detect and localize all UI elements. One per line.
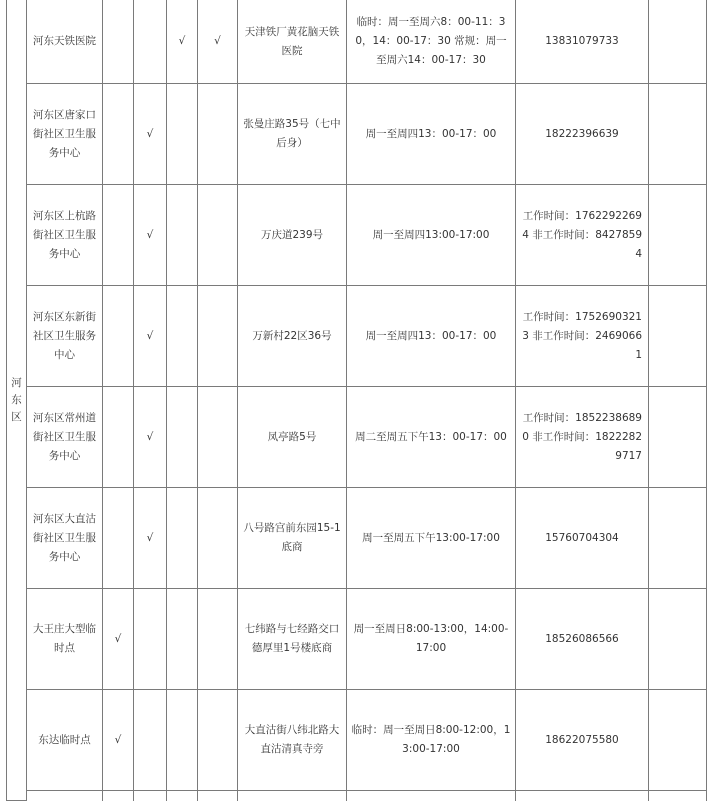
empty-cell <box>649 84 707 185</box>
site-phone: 15760704304 <box>516 488 649 589</box>
empty-cell <box>347 791 516 801</box>
site-address: 张曼庄路35号（七中后身） <box>238 84 347 185</box>
site-address: 万庆道239号 <box>238 185 347 286</box>
site-phone: 18622075580 <box>516 690 649 791</box>
check-cell-a: √ <box>103 690 134 791</box>
check-cell-a <box>103 286 134 387</box>
check-cell-c <box>167 690 198 791</box>
check-cell-b: √ <box>134 84 167 185</box>
site-phone: 工作时间：17622922694 非工作时间：84278594 <box>516 185 649 286</box>
check-cell-a <box>103 387 134 488</box>
check-cell-c <box>167 286 198 387</box>
site-hours: 周一至周四13:00-17:00 <box>347 185 516 286</box>
check-cell-d <box>198 84 238 185</box>
check-cell-b: √ <box>134 286 167 387</box>
table-row <box>7 84 707 185</box>
site-hours: 周二至周五下午13：00-17：00 <box>347 387 516 488</box>
site-hours: 周一至周五下午13:00-17:00 <box>347 488 516 589</box>
empty-cell <box>238 791 347 801</box>
check-cell-d <box>198 690 238 791</box>
site-phone: 13831079733 <box>516 0 649 84</box>
empty-cell <box>198 791 238 801</box>
check-cell-c <box>167 84 198 185</box>
table-row <box>7 286 707 387</box>
empty-cell <box>649 791 707 801</box>
table-row <box>7 488 707 589</box>
empty-cell <box>27 791 103 801</box>
site-address: 凤亭路5号 <box>238 387 347 488</box>
check-cell-b <box>134 690 167 791</box>
check-cell-a <box>103 185 134 286</box>
table-row <box>7 0 707 84</box>
site-name: 东达临时点 <box>27 690 103 791</box>
empty-cell <box>649 286 707 387</box>
check-cell-b <box>134 589 167 690</box>
table-row <box>7 690 707 791</box>
site-address: 七纬路与七经路交口德厚里1号楼底商 <box>238 589 347 690</box>
site-phone: 18222396639 <box>516 84 649 185</box>
check-cell-c <box>167 185 198 286</box>
site-name: 河东区大直沽街社区卫生服务中心 <box>27 488 103 589</box>
site-hours: 周一至周日8:00-13:00，14:00-17:00 <box>347 589 516 690</box>
check-cell-c <box>167 488 198 589</box>
check-cell-b: √ <box>134 185 167 286</box>
district-label: 河东区 <box>11 376 22 423</box>
empty-cell <box>103 791 134 801</box>
check-cell-c: √ <box>167 0 198 84</box>
check-cell-b: √ <box>134 387 167 488</box>
check-cell-d <box>198 387 238 488</box>
site-phone: 18526086566 <box>516 589 649 690</box>
site-phone: 工作时间：18522386890 非工作时间：18222829717 <box>516 387 649 488</box>
site-name: 河东区唐家口街社区卫生服务中心 <box>27 84 103 185</box>
table-row <box>7 387 707 488</box>
check-cell-d <box>198 286 238 387</box>
check-cell-b: √ <box>134 488 167 589</box>
testing-sites-table <box>6 0 707 801</box>
check-cell-a: √ <box>103 589 134 690</box>
check-cell-c <box>167 589 198 690</box>
empty-cell <box>649 589 707 690</box>
site-hours: 临时：周一至周日8:00-12:00，13:00-17:00 <box>347 690 516 791</box>
district-cell <box>7 0 27 801</box>
site-phone: 工作时间：17526903213 非工作时间：24690661 <box>516 286 649 387</box>
table-row <box>7 185 707 286</box>
site-address: 天津铁厂黄花脑天铁医院 <box>238 0 347 84</box>
site-address: 八号路宫前东园15-1底商 <box>238 488 347 589</box>
table-row-partial <box>7 791 707 801</box>
site-name: 河东区上杭路街社区卫生服务中心 <box>27 185 103 286</box>
empty-cell <box>649 185 707 286</box>
site-name: 河东区东新街社区卫生服务中心 <box>27 286 103 387</box>
site-hours: 临时：周一至周六8：00-11：30，14：00-17：30 常规：周一至周六14：00-17：30 <box>347 0 516 84</box>
check-cell-d: √ <box>198 0 238 84</box>
site-address: 大直沽街八纬北路大直沽清真寺旁 <box>238 690 347 791</box>
table-row <box>7 589 707 690</box>
site-hours: 周一至周四13：00-17：00 <box>347 286 516 387</box>
empty-cell <box>649 387 707 488</box>
empty-cell <box>649 488 707 589</box>
site-hours: 周一至周四13：00-17：00 <box>347 84 516 185</box>
check-cell-d <box>198 185 238 286</box>
site-address: 万新村22区36号 <box>238 286 347 387</box>
check-cell-a <box>103 488 134 589</box>
empty-cell <box>649 690 707 791</box>
check-cell-a <box>103 84 134 185</box>
site-name: 大王庄大型临时点 <box>27 589 103 690</box>
site-name: 河东天铁医院 <box>27 0 103 84</box>
empty-cell <box>516 791 649 801</box>
site-name: 河东区常州道街社区卫生服务中心 <box>27 387 103 488</box>
check-cell-a <box>103 0 134 84</box>
check-cell-d <box>198 589 238 690</box>
empty-cell <box>134 791 167 801</box>
check-cell-c <box>167 387 198 488</box>
check-cell-b <box>134 0 167 84</box>
empty-cell <box>649 0 707 84</box>
empty-cell <box>167 791 198 801</box>
check-cell-d <box>198 488 238 589</box>
